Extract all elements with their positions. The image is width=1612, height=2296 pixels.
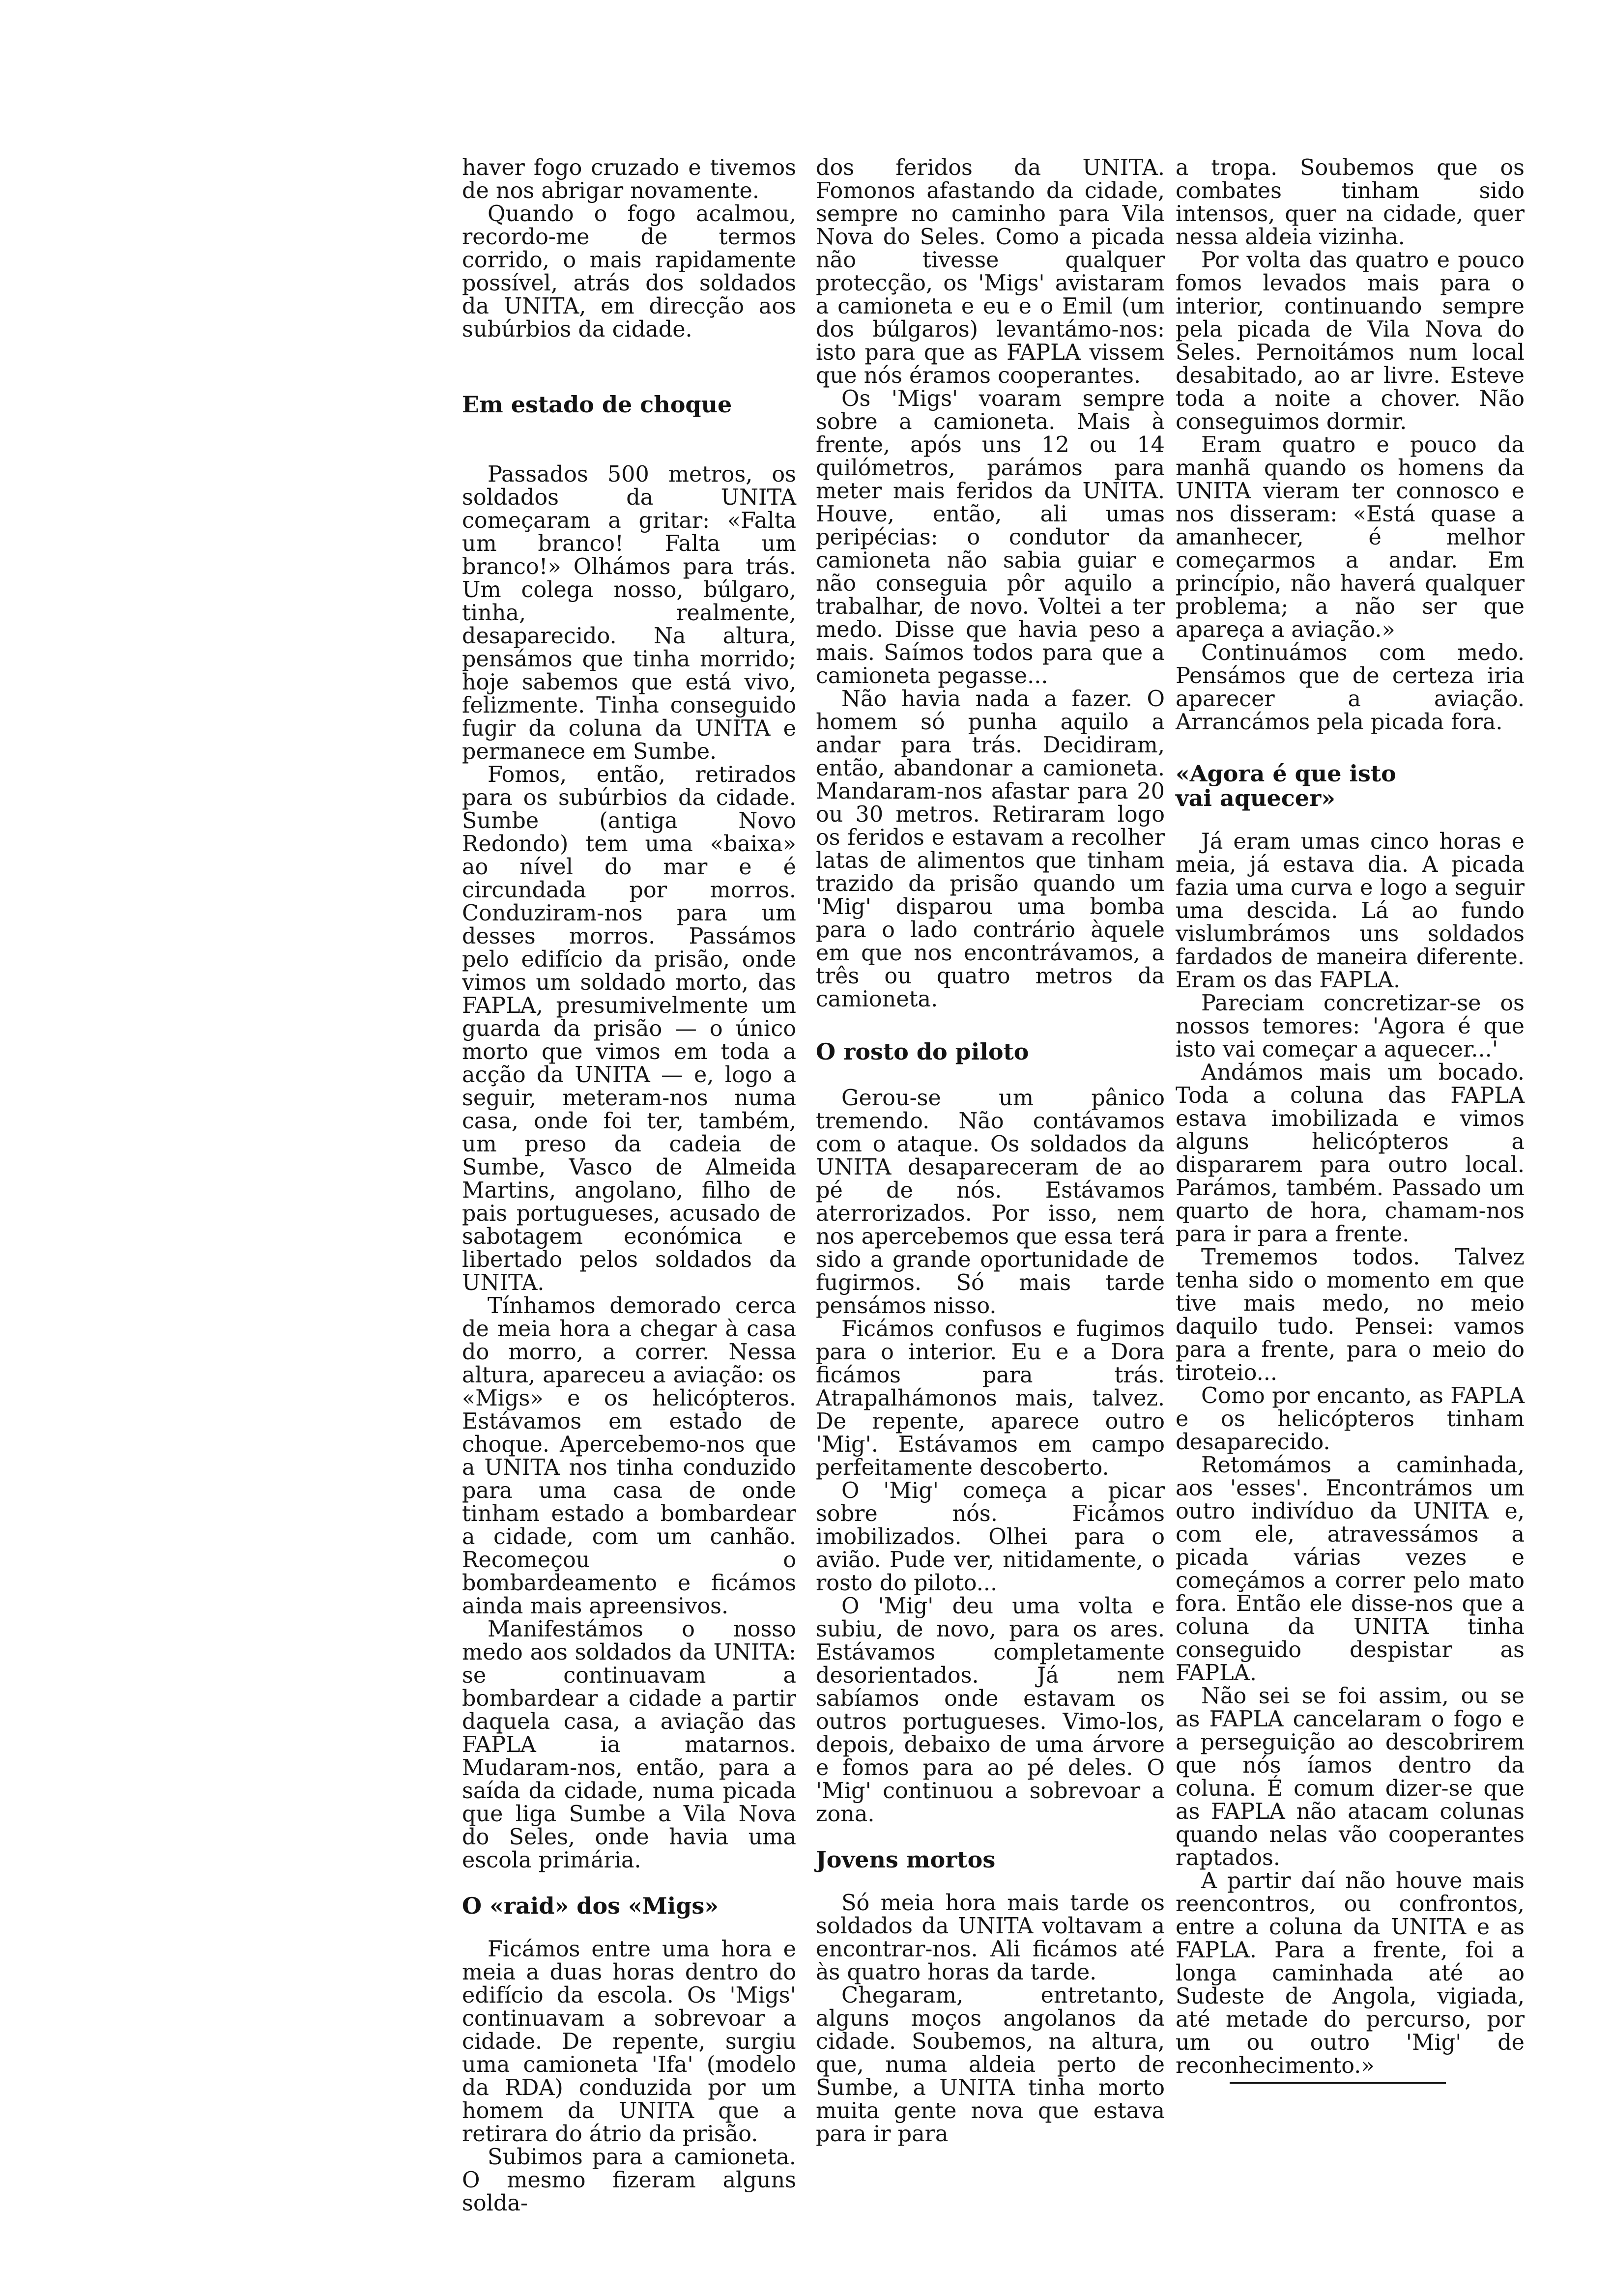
article-column-3 bbox=[1176, 156, 1525, 2084]
paragraph: a tropa. Soubemos que os combates tinham sido intensos, quer na cidade, quer nessa aldeia vizinha. bbox=[1176, 155, 1525, 250]
section-heading-rosto-do-piloto: O rosto do piloto bbox=[816, 1038, 1029, 1065]
article-column-2 bbox=[816, 156, 1165, 2146]
paragraph: Só meia hora mais tarde os soldados da UNITA voltavam a encontrar-nos. Ali ficámos até às quatro horas da tarde. bbox=[816, 1891, 1165, 1985]
paragraph: Não havia nada a fazer. O homem só punha aquilo a andar para trás. Decidiram, então, abandonar a camioneta. Mandaram-nos afastar para 20 ou 30 metros. Retiraram logo os feridos e estavam a recolher latas de alimentos que tinham trazido da prisão quando um 'Mig' disparou uma bomba para o lado contrário àquele em que nos encontrávamos, a três ou quatro metros da camioneta. bbox=[816, 687, 1165, 1012]
paragraph: Chegaram, entretanto, alguns moços angolanos da cidade. Soubemos, na altura, que, numa aldeia perto de Sumbe, a UNITA tinha morto muita gente nova que estava para ir para bbox=[816, 1983, 1165, 2147]
article-end-rule bbox=[1230, 2082, 1446, 2084]
paragraph: dos feridos da UNITA. Fomonos afastando da cidade, sempre no caminho para Vila Nova do Seles. Como a picada não tivesse qualquer protecção, os 'Migs' avistaram a camioneta e eu e o Emil (um dos búlgaros) levantámo-nos: isto para que as FAPLA vissem que nós éramos cooperantes. bbox=[816, 155, 1165, 388]
paragraph: O 'Mig' começa a picar sobre nós. Ficámos imobilizados. Olhei para o avião. Pude ver, nitidamente, o rosto do piloto... bbox=[816, 1478, 1165, 1596]
paragraph: Ficámos entre uma hora e meia a duas horas dentro do edifício da escola. Os 'Migs' continuavam a sobrevoar a cidade. De repente, surgiu uma camioneta 'Ifa' (modelo da RDA) conduzida por um homem da UNITA que a retirara do átrio da prisão. bbox=[462, 1937, 796, 2147]
paragraph: Ficámos confusos e fugimos para o interior. Eu e a Dora ficámos para trás. Atrapalhámonos mais, talvez. De repente, aparece outro 'Mig'. Estávamos em campo perfeitamente descoberto. bbox=[816, 1317, 1165, 1480]
paragraph: Fomos, então, retirados para os subúrbios da cidade. Sumbe (antiga Novo Redondo) tem uma «baixa» ao nível do mar e é circundada por morros. Conduziram-nos para um desses morros. Passámos pelo edifício da prisão, onde vimos um soldado morto, das FAPLA, presumivelmente um guarda da prisão — o único morto que vimos em toda a acção da UNITA — e, logo a seguir, meteram-nos numa casa, onde foi ter, também, um preso da cadeia de Sumbe, Vasco de Almeida Martins, angolano, filho de pais portugueses, acusado de sabotagem económica e libertado pelos soldados da UNITA. bbox=[462, 762, 796, 1295]
paragraph: Por volta das quatro e pouco fomos levados mais para o interior, continuando sempre pela picada de Vila Nova do Seles. Pernoitámos num local desabitado, ao ar livre. Esteve toda a noite a chover. Não conseguimos dormir. bbox=[1176, 248, 1525, 434]
paragraph: Não sei se foi assim, ou se as FAPLA cancelaram o fogo e a perseguição ao descobrirem que nós íamos dentro da coluna. É comum dizer-se que as FAPLA não atacam colunas quando nelas vão cooperantes raptados. bbox=[1176, 1684, 1525, 1870]
section-heading-raid-dos-migs: O «raid» dos «Migs» bbox=[462, 1893, 719, 1919]
paragraph: Já eram umas cinco horas e meia, já estava dia. A picada fazia uma curva e logo a seguir uma descida. Lá ao fundo vislumbrámos uns soldados fardados de maneira diferente. Eram os das FAPLA. bbox=[1176, 829, 1525, 993]
paragraph: Quando o fogo acalmou, recordo-me de termos corrido, o mais rapidamente possível, atrás dos soldados da UNITA, em direcção aos subúrbios da cidade. bbox=[462, 201, 796, 342]
paragraph: Trememos todos. Talvez tenha sido o momento em que tive mais medo, no meio daquilo tudo. Pensei: vamos para a frente, para o meio do tiroteio... bbox=[1176, 1245, 1525, 1385]
heading-line-1: «Agora é que isto bbox=[1176, 760, 1396, 787]
paragraph: Eram quatro e pouco da manhã quando os homens da UNITA vieram ter connosco e nos disseram: «Está quase a amanhecer, é melhor começarmos a andar. Em princípio, não haverá qualquer problema; a não ser que apareça a aviação.» bbox=[1176, 432, 1525, 642]
article-column-1 bbox=[462, 156, 796, 2215]
heading-line-2: vai aquecer» bbox=[1176, 785, 1335, 811]
paragraph: Continuámos com medo. Pensámos que de certeza iria aparecer a aviação. Arrancámos pela picada fora. bbox=[1176, 640, 1525, 735]
paragraph: Tínhamos demorado cerca de meia hora a chegar à casa do morro, a correr. Nessa altura, apareceu a aviação: os «Migs» e os helicópteros. Estávamos em estado de choque. Apercebemo-nos que a UNITA nos tinha conduzido para uma casa de onde tinham estado a bombardear a cidade, com um canhão. Recomeçou o bombardeamento e ficámos ainda mais apreensivos. bbox=[462, 1293, 796, 1619]
section-heading-em-estado-de-choque: Em estado de choque bbox=[462, 391, 732, 418]
section-heading-jovens-mortos: Jovens mortos bbox=[816, 1846, 996, 1873]
paragraph: haver fogo cruzado e tivemos de nos abrigar novamente. bbox=[462, 155, 796, 203]
paragraph: Passados 500 metros, os soldados da UNITA começaram a gritar: «Falta um branco! Falta um branco!» Olhámos para trás. Um colega nosso, búlgaro, tinha, realmente, desaparecido. Na altura, pensámos que tinha morrido; hoje sabemos que está vivo, felizmente. Tinha conseguido fugir da coluna da UNITA e permanece em Sumbe. bbox=[462, 462, 796, 764]
paragraph: Gerou-se um pânico tremendo. Não contávamos com o ataque. Os soldados da UNITA desapareceram de ao pé de nós. Estávamos aterrorizados. Por isso, nem nos apercebemos que essa terá sido a grande oportunidade de fugirmos. Só mais tarde pensámos nisso. bbox=[816, 1086, 1165, 1319]
paragraph: O 'Mig' deu uma volta e subiu, de novo, para os ares. Estávamos completamente desorientados. Já nem sabíamos onde estavam os outros portugueses. Vimo-los, depois, debaixo de uma árvore e fomos para ao pé deles. O 'Mig' continuou a sobrevoar a zona. bbox=[816, 1594, 1165, 1827]
paragraph: Retomámos a caminhada, aos 'esses'. Encontrámos um outro indivíduo da UNITA e, com ele, atravessámos a picada várias vezes e começámos a correr pelo mato fora. Então ele disse-nos que a coluna da UNITA tinha conseguido despistar as FAPLA. bbox=[1176, 1453, 1525, 1686]
paragraph: Pareciam concretizar-se os nossos temores: 'Agora é que isto vai começar a aquecer...' bbox=[1176, 991, 1525, 1062]
paragraph: Como por encanto, as FAPLA e os helicópteros tinham desaparecido. bbox=[1176, 1383, 1525, 1455]
paragraph: Andámos mais um bocado. Toda a coluna das FAPLA estava imobilizada e vimos alguns helicópteros a dispararem para outro local. Parámos, também. Passado um quarto de hora, chamam-nos para ir para a frente. bbox=[1176, 1060, 1525, 1247]
section-heading-agora-e-que-isto-vai-aquecer bbox=[1176, 734, 1525, 830]
paragraph: Subimos para a camioneta. O mesmo fizeram alguns solda- bbox=[462, 2145, 796, 2216]
paragraph: Os 'Migs' voaram sempre sobre a camioneta. Mais à frente, após uns 12 ou 14 quilómetros, parámos para meter mais feridos da UNITA. Houve, então, ali umas peripécias: o condutor da camioneta não sabia guiar e não conseguia pôr aquilo a trabalhar, de novo. Voltei a ter medo. Disse que havia peso a mais. Saímos todos para que a camioneta pegasse... bbox=[816, 386, 1165, 689]
paragraph: A partir daí não houve mais reencontros, ou confrontos, entre a coluna da UNITA e as FAPLA. Para a frente, foi a longa caminhada até ao Sudeste de Angola, vigiada, até metade do percurso, por um ou outro 'Mig' de reconhecimento.» bbox=[1176, 1868, 1525, 2078]
paragraph: Manifestámos o nosso medo aos soldados da UNITA: se continuavam a bombardear a cidade a partir daquela casa, a aviação das FAPLA ia matarnos. Mudaram-nos, então, para a saída da cidade, numa picada que liga Sumbe a Vila Nova do Seles, onde havia uma escola primária. bbox=[462, 1617, 796, 1873]
